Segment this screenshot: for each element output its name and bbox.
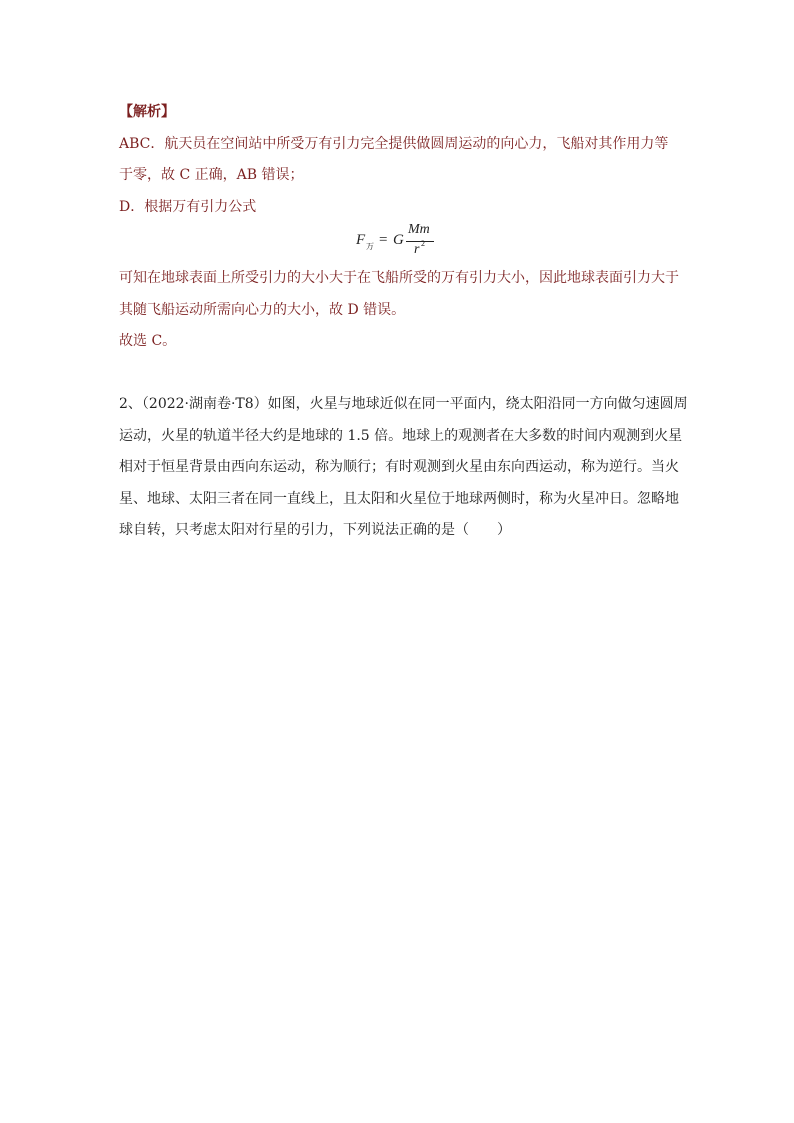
question-line-3: 相对于恒星背景由西向东运动，称为顺行；有时观测到火星由东向西运动，称为逆行。当火 — [119, 459, 679, 475]
analysis-line-3: D．根据万有引力公式 — [119, 199, 257, 215]
question-line-5: 球自转，只考虑太阳对行星的引力，下列说法正确的是（ ） — [119, 522, 511, 538]
analysis-heading: 【解析】 — [119, 104, 175, 120]
formula-numerator: Mm — [408, 222, 430, 237]
question-line-2: 运动，火星的轨道半径大约是地球的 1.5 倍。地球上的观测者在大多数的时间内观测到火星 — [119, 428, 683, 444]
question-line-4: 星、地球、太阳三者在同一直线上，且太阳和火星位于地球两侧时，称为火星冲日。忽略地 — [119, 491, 679, 507]
formula-equals: = — [379, 232, 388, 248]
formula-gravitational-constant: G — [393, 232, 404, 248]
analysis-line-2: 于零，故 C 正确，AB 错误； — [119, 167, 304, 183]
analysis-line-6: 故选 C。 — [119, 333, 177, 349]
formula-force-symbol: F — [356, 232, 366, 248]
formula-denominator: r — [414, 242, 420, 257]
gravitation-formula — [356, 222, 446, 262]
formula-force-subscript: 万 — [366, 242, 374, 251]
formula-fraction — [406, 222, 436, 262]
formula-fraction-bar — [406, 241, 434, 242]
question-line-1: 2、（2022·湖南卷·T8）如图，火星与地球近似在同一平面内，绕太阳沿同一方向做匀速圆周 — [119, 396, 688, 412]
analysis-line-5: 其随飞船运动所需向心力的大小，故 D 错误。 — [119, 302, 406, 318]
analysis-line-1: ABC．航天员在空间站中所受万有引力完全提供做圆周运动的向心力，飞船对其作用力等 — [119, 136, 669, 152]
formula-denominator-exponent: 2 — [421, 239, 425, 248]
analysis-line-4: 可知在地球表面上所受引力的大小大于在飞船所受的万有引力大小，因此地球表面引力大于 — [119, 270, 679, 286]
